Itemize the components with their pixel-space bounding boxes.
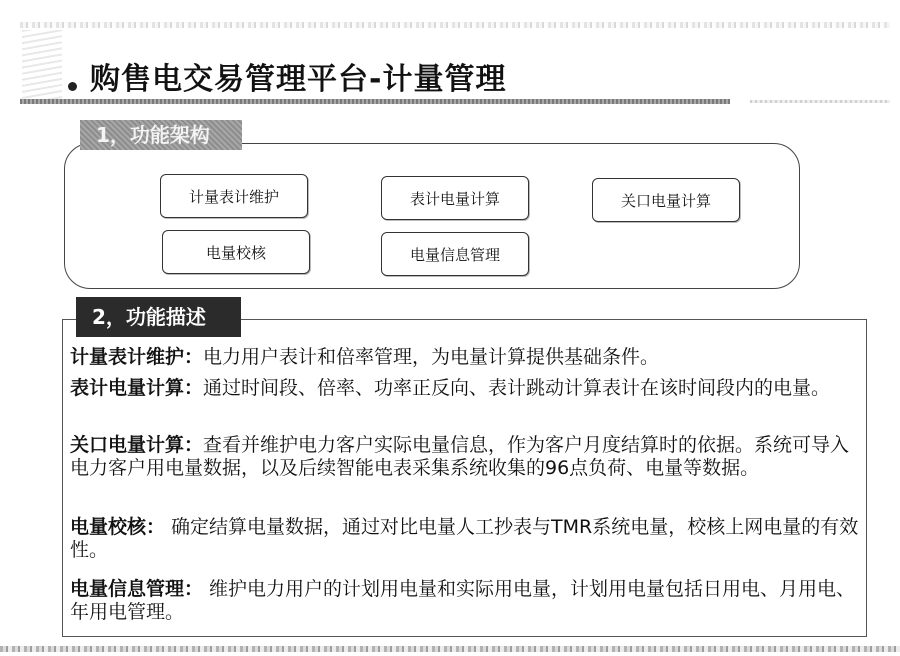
box-meter-maintenance: 计量表计维护 <box>160 174 308 218</box>
scan-noise-top <box>20 22 890 28</box>
desc-item-meter-energy-calc <box>70 377 860 400</box>
title-underline <box>20 99 730 104</box>
box-energy-verification: 电量校核 <box>162 230 310 274</box>
desc-item-meter-maintenance <box>70 346 860 369</box>
desc-term: 关口电量计算： <box>70 434 204 456</box>
section-label-architecture: 1，功能架构 <box>80 120 242 150</box>
title-bullet <box>68 82 77 91</box>
box-energy-info-management: 电量信息管理 <box>381 232 529 276</box>
page-title: 购售电交易管理平台-计量管理 <box>90 62 507 97</box>
box-meter-energy-calc: 表计电量计算 <box>381 176 529 220</box>
desc-text: 确定结算电量数据，通过对比电量人工抄表与TMR系统电量，校核上网电量的有效性。 <box>70 516 859 561</box>
desc-text: 电力用户表计和倍率管理，为电量计算提供基础条件。 <box>203 346 660 368</box>
desc-term: 计量表计维护： <box>70 346 204 368</box>
desc-text: 维护电力用户的计划用电量和实际用电量，计划用电量包括日用电、月用电、年用电管理。 <box>70 578 856 623</box>
scan-noise-bottom <box>0 646 900 652</box>
desc-term: 表计电量计算： <box>70 377 204 399</box>
section-label-description: 2，功能描述 <box>76 297 241 337</box>
desc-term: 电量信息管理： <box>70 578 204 600</box>
desc-text: 查看并维护电力客户实际电量信息，作为客户月度结算时的依据。系统可导入电力客户用电量数据，以及后续智能电表采集系统收集的96点负荷、电量等数据。 <box>70 434 850 479</box>
box-gateway-energy-calc: 关口电量计算 <box>592 178 740 222</box>
desc-text: 通过时间段、倍率、功率正反向、表计跳动计算表计在该时间段内的电量。 <box>203 377 831 399</box>
scan-corner-mark <box>22 30 62 100</box>
desc-item-energy-info-management <box>70 578 860 624</box>
desc-term: 电量校核： <box>70 516 166 538</box>
desc-item-energy-verification <box>70 516 860 562</box>
desc-item-gateway-energy-calc <box>70 434 860 480</box>
title-underline-faint <box>750 100 890 103</box>
